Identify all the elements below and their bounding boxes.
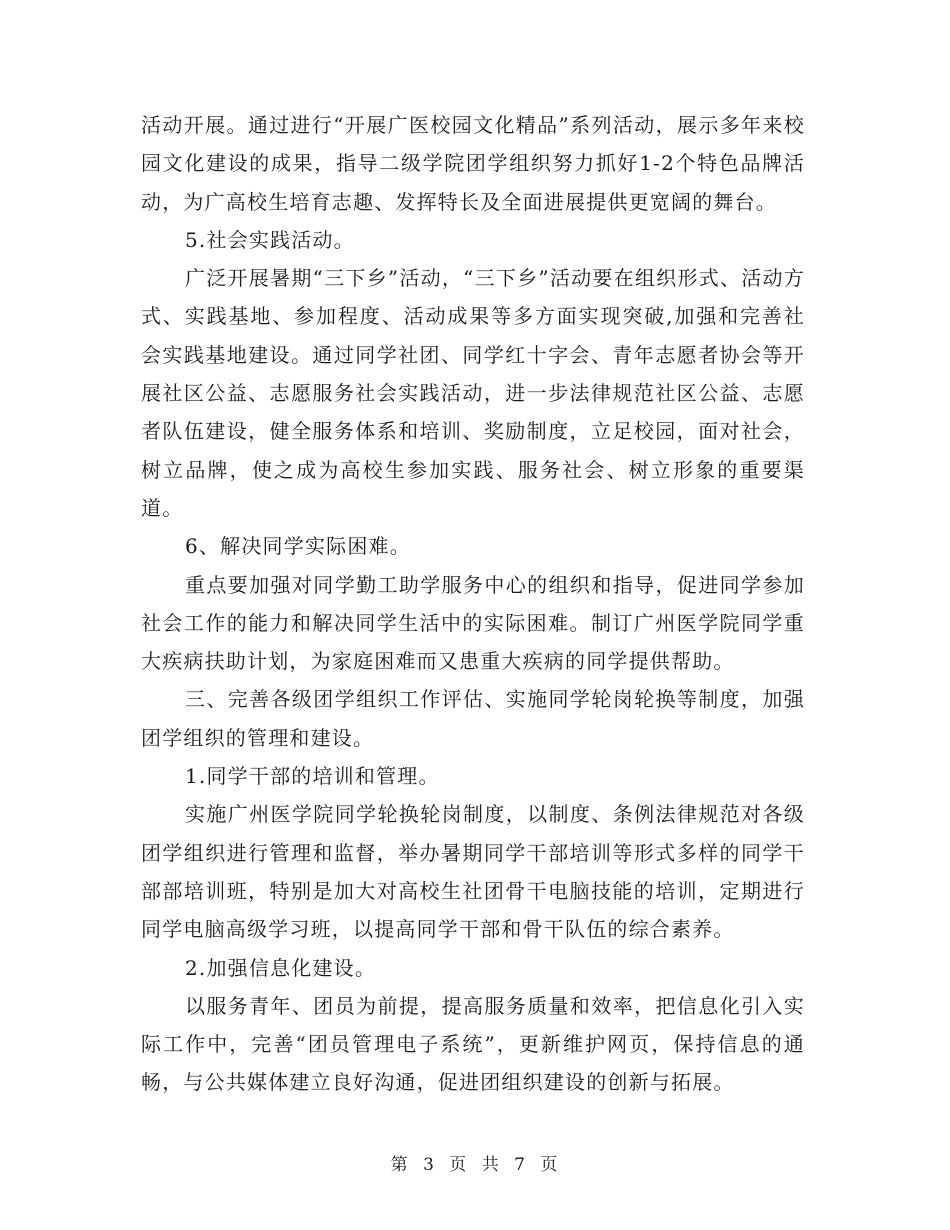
paragraph-student-difficulties: 重点要加强对同学勤工助学服务中心的组织和指导，促进同学参加社会工作的能力和解决同学生活中的实际困难。制订广州医学院同学重大疾病扶助计划，为家庭困难而又患重大疾病的同学提供帮助。 (141, 572, 805, 674)
footer-suffix: 页 (540, 1155, 560, 1175)
footer-total-pages: 7 (514, 1155, 527, 1175)
section-heading-student-difficulties: 6、解决同学实际困难。 (185, 534, 411, 559)
section-heading-organization-management: 三、完善各级团学组织工作评估、实施同学轮岗轮换等制度，加强团学组织的管理和建设。 (141, 687, 805, 750)
section-heading-social-practice: 5.社会实践活动。 (185, 227, 355, 252)
paragraph-cadre-training: 实施广州医学院同学轮换轮岗制度，以制度、条例法律规范对各级团学组织进行管理和监督，举办暑期同学干部培训等形式多样的同学干部部培训班，特别是加大对高校生社团骨干电脑技能的培训，定期进行同学电脑高级学习班，以提高同学干部和骨干队伍的综合素养。 (141, 802, 805, 942)
page-footer (0, 1150, 950, 1175)
section-heading-informatization: 2.加强信息化建设。 (185, 955, 377, 980)
footer-prefix: 第 (390, 1155, 410, 1175)
footer-page-word: 页 (449, 1155, 469, 1175)
paragraph-social-practice: 广泛开展暑期“三下乡”活动，“三下乡”活动要在组织形式、活动方式、实践基地、参加程度、活动成果等多方面实现突破,加强和完善社会实践基地建设。通过同学社团、同学红十字会、青年志愿者协会等开展社区公益、志愿服务社会实践活动，进一步法律规范社区公益、志愿者队伍建设，健全服务体系和培训、奖励制度，立足校园，面对社会，树立品牌，使之成为高校生参加实践、服务社会、树立形象的重要渠道。 (141, 266, 805, 520)
footer-total-word: 共 (481, 1155, 501, 1175)
paragraph-informatization: 以服务青年、团员为前提，提高服务质量和效率，把信息化引入实际工作中，完善“团员管理电子系统”，更新维护网页，保持信息的通畅，与公共媒体建立良好沟通，促进团组织建设的创新与拓展。 (141, 993, 805, 1095)
footer-current-page: 3 (423, 1155, 436, 1175)
document-body (141, 106, 805, 1102)
section-heading-cadre-training: 1.同学干部的培训和管理。 (185, 764, 440, 789)
paragraph-1: 活动开展。通过进行“开展广医校园文化精品”系列活动，展示多年来校园文化建设的成果，指导二级学院团学组织努力抓好1-2个特色品牌活动，为广高校生培育志趣、发挥特长及全面进展提供更宽阔的舞台。 (141, 113, 805, 214)
